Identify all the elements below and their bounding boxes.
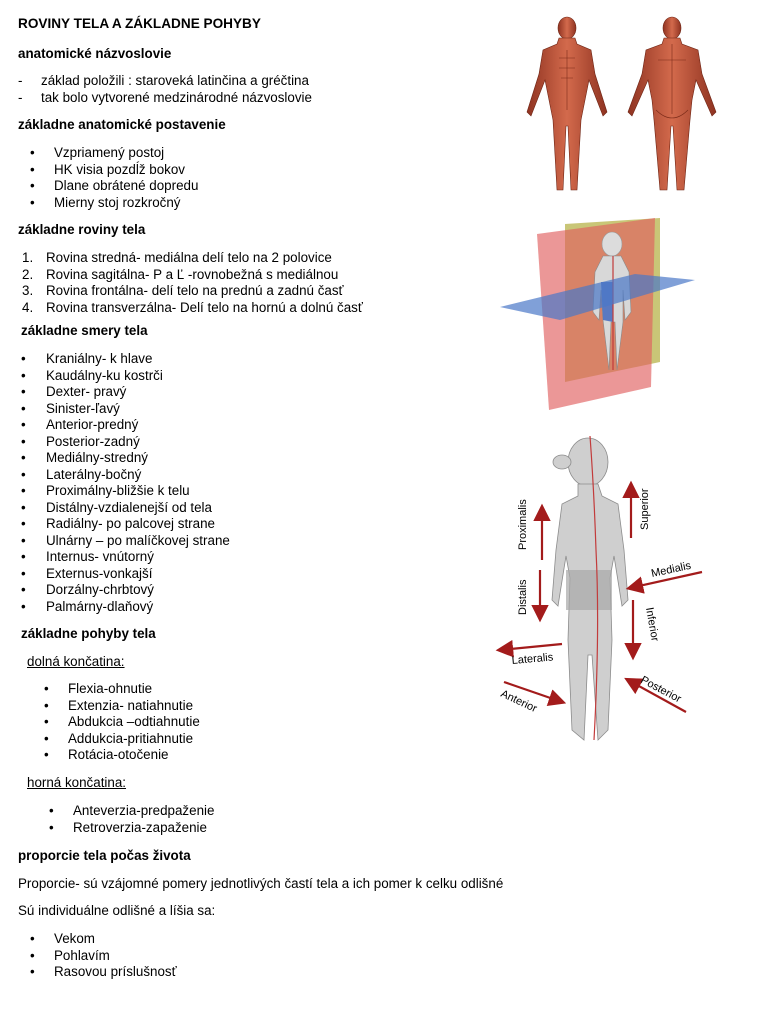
label-lateralis: Lateralis <box>511 651 554 667</box>
label-inferior: Inferior <box>643 606 661 643</box>
paragraph-individualne: Sú individuálne odlišné a líšia sa: <box>18 903 216 918</box>
list-item: • Dlane obrátené dopredu <box>18 178 198 195</box>
label-anterior: Anterior <box>498 687 539 716</box>
list-item: • Mediálny-stredný <box>18 450 230 467</box>
list-item: • Radiálny- po palcovej strane <box>18 516 230 533</box>
list-item: • Vekom <box>18 931 177 948</box>
list-item: • Proximálny-bližšie k telu <box>18 483 230 500</box>
body-planes-figure <box>465 212 735 417</box>
list-item: • Laterálny-bočný <box>18 467 230 484</box>
list-item: 3. Rovina frontálna- delí telo na prednú a zadnú časť <box>22 283 344 298</box>
list-item: • Flexia-ohnutie <box>32 681 200 698</box>
list-item: • Addukcia-pritiahnutie <box>32 731 200 748</box>
list-item: • Rotácia-otočenie <box>32 747 200 764</box>
heading-roviny: základne roviny tela <box>18 222 146 237</box>
list-item: • HK visia pozdĺž bokov <box>18 162 198 179</box>
document-title: ROVINY TELA A ZÁKLADNE POHYBY <box>18 16 261 31</box>
heading-pohyby: základne pohyby tela <box>21 626 156 641</box>
list-proporcie <box>18 931 177 981</box>
label-posterior: Posterior <box>638 674 684 706</box>
list-item: • Ulnárny – po malíčkovej strane <box>18 533 230 550</box>
anatomical-directions-figure <box>490 430 710 760</box>
label-superior: Superior <box>639 488 651 530</box>
list-item: - tak bolo vytvorené medzinárodné názvoslovie <box>18 90 312 107</box>
list-item: • Posterior-zadný <box>18 434 230 451</box>
list-item: • Mierny stoj rozkročný <box>18 195 198 212</box>
list-item: • Abdukcia –odtiahnutie <box>32 714 200 731</box>
label-dolna-koncatina: dolná končatina: <box>27 654 125 669</box>
list-item: • Pohlavím <box>18 948 177 965</box>
label-proximalis: Proximalis <box>517 499 529 550</box>
list-item: • Internus- vnútorný <box>18 549 230 566</box>
list-item: • Extenzia- natiahnutie <box>32 698 200 715</box>
list-roviny <box>18 250 363 316</box>
directions-human-figure <box>552 438 628 740</box>
lateralis-arrow <box>500 644 562 650</box>
muscle-anatomy-figure <box>515 14 725 194</box>
paragraph-proporcie: Proporcie- sú vzájomné pomery jednotlivých častí tela a ich pomer k celku odlišné <box>18 876 504 891</box>
list-item: • Palmárny-dlaňový <box>18 599 230 616</box>
list-item: • Kraniálny- k hlave <box>18 351 230 368</box>
heading-nazvoslovie: anatomické názvoslovie <box>18 46 172 61</box>
list-item: 1. Rovina stredná- mediálna delí telo na 2 polovice <box>22 250 332 265</box>
list-item: - základ položili : staroveká latinčina a gréčtina <box>18 73 312 90</box>
muscle-figure-back <box>628 17 716 190</box>
list-item: • Sinister-ľavý <box>18 401 230 418</box>
label-horna-koncatina: horná končatina: <box>27 775 127 790</box>
list-item: • Anteverzia-predpaženie <box>37 803 214 820</box>
heading-proporcie: proporcie tela počas života <box>18 848 191 863</box>
list-item: 4. Rovina transverzálna- Delí telo na hornú a dolnú časť <box>22 299 363 315</box>
heading-smery: základne smery tela <box>21 323 148 338</box>
list-item: • Dexter- pravý <box>18 384 230 401</box>
muscle-figure-front <box>527 17 607 190</box>
list-item: • Rasovou príslušnosť <box>18 964 177 981</box>
list-item: • Vzpriamený postoj <box>18 145 198 162</box>
list-item: • Externus-vonkajší <box>18 566 230 583</box>
list-item: • Anterior-predný <box>18 417 230 434</box>
list-item: • Retroverzia-zapaženie <box>37 820 214 837</box>
list-item: • Dorzálny-chrbtový <box>18 582 230 599</box>
list-item: • Distálny-vzdialenejší od tela <box>18 500 230 517</box>
list-horna-koncatina <box>37 803 214 836</box>
list-postavenie <box>18 145 198 211</box>
list-item: • Kaudálny-ku kostrči <box>18 368 230 385</box>
heading-postavenie: základne anatomické postavenie <box>18 117 226 132</box>
list-dolna-koncatina <box>32 681 200 764</box>
list-smery <box>18 351 230 615</box>
list-nazvoslovie <box>18 73 312 106</box>
label-distalis: Distalis <box>517 579 529 615</box>
label-medialis: Medialis <box>650 559 693 580</box>
list-item: 2. Rovina sagitálna- P a Ľ -rovnobežná s mediálnou <box>22 266 339 282</box>
